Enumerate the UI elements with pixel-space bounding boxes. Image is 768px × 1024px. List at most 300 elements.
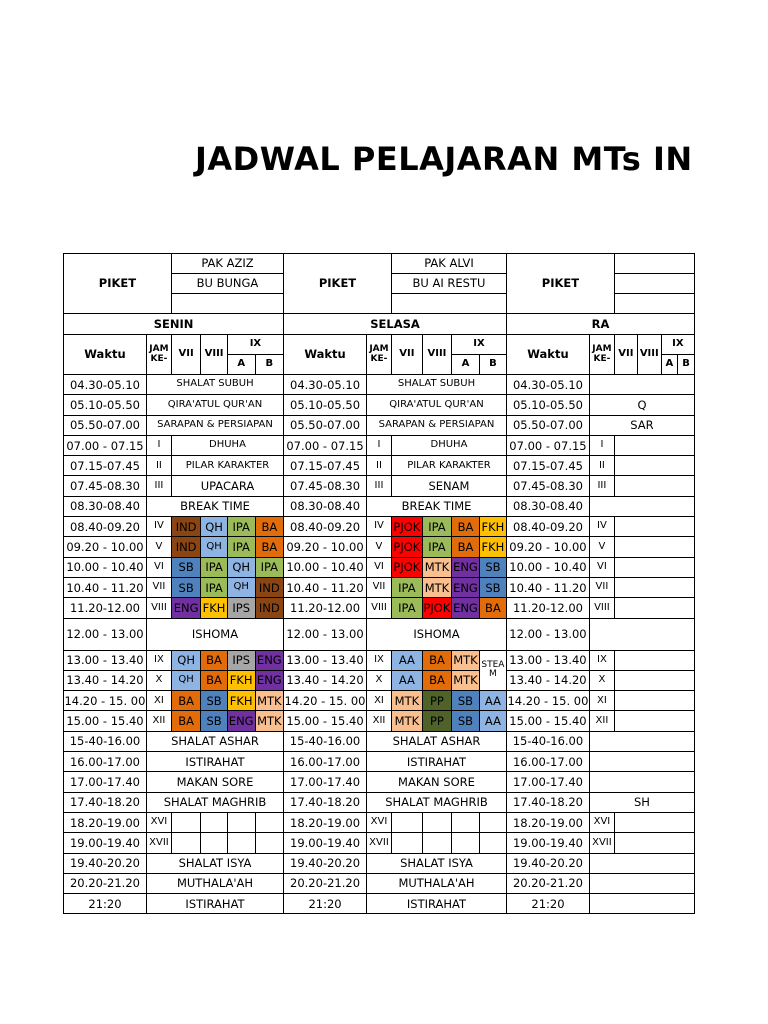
jam-ke-cell: V: [146, 537, 171, 557]
activity-cell: ISTIRAHAT: [367, 752, 507, 772]
schedule-table: [63, 253, 695, 914]
time-cell: 11.20-12.00: [64, 598, 147, 618]
jam-ke-cell: VIII: [589, 598, 614, 618]
subject-cell: MTK: [255, 691, 283, 711]
subject-cell: IPA: [422, 537, 451, 557]
subject-cell: ENG: [171, 598, 200, 618]
subject-cell: PJOK: [422, 598, 451, 618]
subject-cell: [201, 833, 227, 853]
time-cell: 19.40-20.20: [64, 853, 147, 873]
time-cell: 08.30-08.40: [284, 496, 367, 516]
time-cell: 17.40-18.20: [64, 792, 147, 812]
activity-cell: [614, 691, 694, 711]
activity-cell: SHALAT ASHAR: [367, 731, 507, 751]
time-cell: 05.10-05.50: [506, 395, 589, 415]
time-cell: 17.00-17.40: [64, 772, 147, 792]
jam-ke-cell: IX: [367, 650, 392, 670]
time-cell: 17.40-18.20: [284, 792, 367, 812]
activity-cell: BREAK TIME: [146, 496, 283, 516]
activity-cell: [589, 853, 694, 873]
activity-cell: SARAPAN & PERSIAPAN: [146, 415, 283, 435]
subject-cell: ENG: [452, 557, 480, 577]
subject-label: STEAM: [481, 659, 505, 680]
activity-cell: MUTHALA'AH: [146, 873, 283, 893]
subject-cell: [422, 812, 451, 832]
activity-cell: ISHOMA: [146, 618, 283, 650]
subject-cell: FKH: [201, 598, 227, 618]
day-name: SELASA: [284, 314, 507, 335]
piket-name: [614, 254, 694, 274]
jam-ke-cell: XI: [589, 691, 614, 711]
class-ix-a-header: A: [452, 355, 480, 375]
subject-cell: PJOK: [391, 537, 422, 557]
piket-name: [171, 294, 283, 314]
waktu-header: Waktu: [506, 335, 589, 375]
waktu-header: Waktu: [284, 335, 367, 375]
time-cell: 04.30-05.10: [64, 375, 147, 395]
time-cell: 04.30-05.10: [284, 375, 367, 395]
activity-cell: [614, 517, 694, 537]
time-cell: 05.50-07.00: [506, 415, 589, 435]
subject-cell: BA: [422, 650, 451, 670]
class-ix-header: IX: [661, 335, 694, 355]
subject-cell: FKH: [479, 537, 506, 557]
subject-cell: PJOK: [391, 557, 422, 577]
activity-cell: [589, 873, 694, 893]
waktu-header: Waktu: [64, 335, 147, 375]
time-cell: 19.40-20.20: [284, 853, 367, 873]
time-cell: 19.00-19.40: [284, 833, 367, 853]
jam-ke-cell: I: [146, 435, 171, 455]
jam-ke-cell: X: [146, 670, 171, 690]
jam-ke-cell: XVII: [146, 833, 171, 853]
subject-cell: ENG: [452, 598, 480, 618]
time-cell: 08.30-08.40: [64, 496, 147, 516]
time-cell: 08.30-08.40: [506, 496, 589, 516]
subject-cell: AA: [479, 691, 506, 711]
activity-cell: BREAK TIME: [367, 496, 507, 516]
class-viii-header: VIII: [637, 335, 661, 375]
subject-cell: PP: [422, 691, 451, 711]
time-cell: 17.00-17.40: [284, 772, 367, 792]
subject-cell: [422, 833, 451, 853]
time-cell: 19.40-20.20: [506, 853, 589, 873]
subject-cell: FKH: [227, 691, 255, 711]
subject-cell: BA: [255, 517, 283, 537]
time-cell: 07.00 - 07.15: [506, 435, 589, 455]
subject-cell: [452, 812, 480, 832]
subject-cell: SB: [479, 577, 506, 597]
jam-ke-cell: XII: [367, 711, 392, 731]
subject-cell: ENG: [452, 577, 480, 597]
activity-cell: MAKAN SORE: [367, 772, 507, 792]
jam-ke-cell: XVII: [589, 833, 614, 853]
day-name: SENIN: [64, 314, 284, 335]
jam-ke-cell: II: [589, 456, 614, 476]
jam-ke-cell: XVI: [367, 812, 392, 832]
piket-name: BU AI RESTU: [391, 274, 506, 294]
subject-cell: IPA: [227, 517, 255, 537]
activity-cell: ISTIRAHAT: [367, 894, 507, 914]
ke-label: KE-: [370, 353, 388, 364]
piket-name: PAK AZIZ: [171, 254, 283, 274]
time-cell: 09.20 - 10.00: [506, 537, 589, 557]
piket-name: BU BUNGA: [171, 274, 283, 294]
subject-cell: IPA: [422, 517, 451, 537]
activity-cell: SHALAT SUBUH: [367, 375, 507, 395]
piket-name: PAK ALVI: [391, 254, 506, 274]
subject-cell: QH: [201, 537, 227, 557]
time-cell: 07.45-08.30: [506, 476, 589, 496]
activity-cell: Q: [589, 395, 694, 415]
subject-cell: [227, 812, 255, 832]
time-cell: 15-40-16.00: [284, 731, 367, 751]
time-cell: 19.00-19.40: [64, 833, 147, 853]
time-cell: 10.40 - 11.20: [506, 577, 589, 597]
activity-cell: ISTIRAHAT: [146, 752, 283, 772]
activity-cell: DHUHA: [391, 435, 506, 455]
subject-cell: IND: [171, 517, 200, 537]
class-vii-header: VII: [614, 335, 637, 375]
activity-cell: MAKAN SORE: [146, 772, 283, 792]
time-cell: 12.00 - 13.00: [284, 618, 367, 650]
jam-ke-cell: X: [367, 670, 392, 690]
time-cell: 13.40 - 14.20: [284, 670, 367, 690]
time-cell: 16.00-17.00: [506, 752, 589, 772]
subject-cell: IPA: [201, 557, 227, 577]
time-cell: 05.50-07.00: [64, 415, 147, 435]
subject-cell: IPA: [391, 577, 422, 597]
time-cell: 10.40 - 11.20: [64, 577, 147, 597]
subject-cell: [479, 812, 506, 832]
subject-cell: BA: [255, 537, 283, 557]
subject-cell: IND: [171, 537, 200, 557]
activity-cell: [614, 577, 694, 597]
activity-cell: [614, 650, 694, 670]
activity-cell: SH: [589, 792, 694, 812]
jam-ke-cell: I: [367, 435, 392, 455]
time-cell: 12.00 - 13.00: [64, 618, 147, 650]
subject-cell: IPA: [391, 598, 422, 618]
activity-cell: [589, 618, 694, 650]
subject-cell: QH: [227, 557, 255, 577]
jam-label: JAM: [369, 344, 389, 355]
ke-label: KE-: [150, 353, 168, 364]
subject-cell: SB: [452, 711, 480, 731]
class-ix-a-header: A: [661, 355, 677, 375]
jam-ke-cell: VIII: [146, 598, 171, 618]
time-cell: 10.00 - 10.40: [284, 557, 367, 577]
subject-cell: [227, 833, 255, 853]
activity-cell: [614, 557, 694, 577]
activity-cell: [589, 496, 694, 516]
activity-cell: [589, 752, 694, 772]
time-cell: 15.00 - 15.40: [64, 711, 147, 731]
jam-ke-cell: V: [589, 537, 614, 557]
activity-cell: SHALAT SUBUH: [146, 375, 283, 395]
activity-cell: [614, 598, 694, 618]
subject-cell: PP: [422, 711, 451, 731]
activity-cell: [614, 670, 694, 690]
subject-cell: QH: [227, 577, 255, 597]
activity-cell: SARAPAN & PERSIAPAN: [367, 415, 507, 435]
subject-cell: ENG: [255, 650, 283, 670]
time-cell: 16.00-17.00: [284, 752, 367, 772]
jam-ke-cell: XII: [589, 711, 614, 731]
class-viii-header: VIII: [201, 335, 227, 375]
time-cell: 11.20-12.00: [506, 598, 589, 618]
activity-cell: [614, 476, 694, 496]
subject-cell: SB: [201, 691, 227, 711]
activity-cell: MUTHALA'AH: [367, 873, 507, 893]
jam-ke-header: [589, 335, 614, 375]
time-cell: 10.40 - 11.20: [284, 577, 367, 597]
time-cell: 10.00 - 10.40: [506, 557, 589, 577]
time-cell: 07.15-07.45: [284, 456, 367, 476]
activity-cell: [589, 375, 694, 395]
activity-cell: PILAR KARAKTER: [391, 456, 506, 476]
jam-ke-cell: XII: [146, 711, 171, 731]
class-vii-header: VII: [391, 335, 422, 375]
jam-ke-cell: VI: [589, 557, 614, 577]
subject-cell: PJOK: [391, 517, 422, 537]
time-cell: 07.45-08.30: [64, 476, 147, 496]
activity-cell: QIRA'ATUL QUR'AN: [146, 395, 283, 415]
jam-ke-cell: IV: [589, 517, 614, 537]
subject-cell: [391, 812, 422, 832]
activity-cell: [589, 894, 694, 914]
subject-cell: MTK: [422, 557, 451, 577]
jam-ke-cell: XI: [146, 691, 171, 711]
subject-cell: BA: [452, 517, 480, 537]
subject-cell: BA: [171, 691, 200, 711]
time-cell: 13.00 - 13.40: [506, 650, 589, 670]
activity-cell: [614, 711, 694, 731]
jam-ke-cell: IV: [146, 517, 171, 537]
time-cell: 20.20-21.20: [284, 873, 367, 893]
piket-label: PIKET: [284, 254, 392, 314]
time-cell: 14.20 - 15. 00: [284, 691, 367, 711]
jam-ke-cell: VI: [146, 557, 171, 577]
subject-cell: FKH: [227, 670, 255, 690]
activity-cell: SENAM: [391, 476, 506, 496]
subject-cell: SB: [171, 577, 200, 597]
activity-cell: ISHOMA: [367, 618, 507, 650]
subject-cell: BA: [422, 670, 451, 690]
subject-cell: MTK: [391, 691, 422, 711]
subject-cell: MTK: [255, 711, 283, 731]
piket-name: [391, 294, 506, 314]
subject-cell: SB: [201, 711, 227, 731]
jam-ke-cell: III: [367, 476, 392, 496]
jam-ke-cell: II: [146, 456, 171, 476]
jam-ke-cell: XVI: [146, 812, 171, 832]
time-cell: 15-40-16.00: [506, 731, 589, 751]
jam-ke-cell: V: [367, 537, 392, 557]
jam-ke-cell: III: [589, 476, 614, 496]
time-cell: 08.40-09.20: [506, 517, 589, 537]
time-cell: 13.00 - 13.40: [64, 650, 147, 670]
time-cell: 04.30-05.10: [506, 375, 589, 395]
time-cell: 19.00-19.40: [506, 833, 589, 853]
subject-cell: MTK: [422, 577, 451, 597]
piket-name: [614, 274, 694, 294]
time-cell: 18.20-19.00: [506, 812, 589, 832]
jam-ke-header: [367, 335, 392, 375]
subject-cell: IND: [255, 598, 283, 618]
subject-cell: BA: [201, 650, 227, 670]
activity-cell: QIRA'ATUL QUR'AN: [367, 395, 507, 415]
time-cell: 09.20 - 10.00: [64, 537, 147, 557]
subject-cell: MTK: [452, 670, 480, 690]
activity-cell: [614, 456, 694, 476]
class-ix-b-header: B: [255, 355, 283, 375]
subject-cell: FKH: [479, 517, 506, 537]
piket-label: PIKET: [506, 254, 614, 314]
jam-ke-cell: X: [589, 670, 614, 690]
time-cell: 05.10-05.50: [284, 395, 367, 415]
time-cell: 21:20: [284, 894, 367, 914]
jam-ke-cell: I: [589, 435, 614, 455]
time-cell: 05.50-07.00: [284, 415, 367, 435]
activity-cell: ISTIRAHAT: [146, 894, 283, 914]
piket-label: PIKET: [64, 254, 172, 314]
class-viii-header: VIII: [422, 335, 451, 375]
subject-cell: ENG: [255, 670, 283, 690]
jam-ke-cell: VI: [367, 557, 392, 577]
time-cell: 07.15-07.45: [506, 456, 589, 476]
class-ix-b-header: B: [678, 355, 695, 375]
subject-cell: [479, 833, 506, 853]
time-cell: 20.20-21.20: [506, 873, 589, 893]
subject-cell: [255, 812, 283, 832]
subject-cell: [171, 812, 200, 832]
subject-cell: QH: [201, 517, 227, 537]
time-cell: 15.00 - 15.40: [506, 711, 589, 731]
activity-cell: DHUHA: [171, 435, 283, 455]
subject-cell: IPS: [227, 650, 255, 670]
activity-cell: SHALAT MAGHRIB: [367, 792, 507, 812]
activity-cell: SHALAT MAGHRIB: [146, 792, 283, 812]
page-title: JADWAL PELAJARAN MTs IN: [195, 140, 693, 178]
time-cell: 18.20-19.00: [284, 812, 367, 832]
jam-ke-cell: IX: [146, 650, 171, 670]
subject-cell: BA: [452, 537, 480, 557]
jam-ke-cell: IX: [589, 650, 614, 670]
piket-name: [614, 294, 694, 314]
time-cell: 08.40-09.20: [284, 517, 367, 537]
time-cell: 15-40-16.00: [64, 731, 147, 751]
subject-cell: SB: [452, 691, 480, 711]
subject-cell: AA: [391, 650, 422, 670]
jam-ke-cell: III: [146, 476, 171, 496]
subject-cell: BA: [201, 670, 227, 690]
activity-cell: SAR: [589, 415, 694, 435]
time-cell: 12.00 - 13.00: [506, 618, 589, 650]
subject-cell: AA: [479, 711, 506, 731]
time-cell: 07.15-07.45: [64, 456, 147, 476]
jam-ke-cell: IV: [367, 517, 392, 537]
class-ix-header: IX: [452, 335, 507, 355]
class-ix-b-header: B: [479, 355, 506, 375]
class-ix-header: IX: [227, 335, 283, 355]
time-cell: 17.00-17.40: [506, 772, 589, 792]
time-cell: 13.40 - 14.20: [64, 670, 147, 690]
subject-cell: MTK: [452, 650, 480, 670]
activity-cell: SHALAT ISYA: [146, 853, 283, 873]
subject-cell: QH: [171, 650, 200, 670]
time-cell: 15.00 - 15.40: [284, 711, 367, 731]
subject-cell: IPA: [255, 557, 283, 577]
time-cell: 18.20-19.00: [64, 812, 147, 832]
day-name: RA: [506, 314, 694, 335]
time-cell: 13.40 - 14.20: [506, 670, 589, 690]
subject-cell: [391, 833, 422, 853]
time-cell: 21:20: [506, 894, 589, 914]
time-cell: 07.45-08.30: [284, 476, 367, 496]
activity-cell: SHALAT ISYA: [367, 853, 507, 873]
time-cell: 10.00 - 10.40: [64, 557, 147, 577]
ke-label: KE-: [593, 353, 611, 364]
activity-cell: [614, 537, 694, 557]
activity-cell: [614, 435, 694, 455]
time-cell: 20.20-21.20: [64, 873, 147, 893]
subject-cell: MTK: [391, 711, 422, 731]
time-cell: 13.00 - 13.40: [284, 650, 367, 670]
subject-cell: [452, 833, 480, 853]
time-cell: 05.10-05.50: [64, 395, 147, 415]
jam-ke-cell: VIII: [367, 598, 392, 618]
jam-ke-cell: VII: [367, 577, 392, 597]
jam-ke-cell: XVI: [589, 812, 614, 832]
activity-cell: [589, 731, 694, 751]
subject-cell: QH: [171, 670, 200, 690]
activity-cell: UPACARA: [171, 476, 283, 496]
activity-cell: [614, 812, 694, 832]
subject-cell: [255, 833, 283, 853]
time-cell: 08.40-09.20: [64, 517, 147, 537]
subject-cell: IPA: [201, 577, 227, 597]
jam-ke-cell: XVII: [367, 833, 392, 853]
time-cell: 14.20 - 15. 00: [506, 691, 589, 711]
time-cell: 07.00 - 07.15: [64, 435, 147, 455]
subject-cell-steam: [479, 650, 506, 691]
subject-cell: IND: [255, 577, 283, 597]
time-cell: 09.20 - 10.00: [284, 537, 367, 557]
subject-cell: IPA: [227, 537, 255, 557]
activity-cell: PILAR KARAKTER: [171, 456, 283, 476]
jam-ke-cell: VII: [146, 577, 171, 597]
activity-cell: [589, 772, 694, 792]
class-ix-a-header: A: [227, 355, 255, 375]
jam-label: JAM: [149, 344, 169, 355]
time-cell: 14.20 - 15. 00: [64, 691, 147, 711]
activity-cell: SHALAT ASHAR: [146, 731, 283, 751]
time-cell: 17.40-18.20: [506, 792, 589, 812]
time-cell: 11.20-12.00: [284, 598, 367, 618]
subject-cell: [171, 833, 200, 853]
subject-cell: [201, 812, 227, 832]
subject-cell: BA: [479, 598, 506, 618]
subject-cell: BA: [171, 711, 200, 731]
jam-ke-cell: VII: [589, 577, 614, 597]
subject-cell: SB: [171, 557, 200, 577]
class-vii-header: VII: [171, 335, 200, 375]
jam-ke-cell: XI: [367, 691, 392, 711]
time-cell: 07.00 - 07.15: [284, 435, 367, 455]
time-cell: 16.00-17.00: [64, 752, 147, 772]
subject-cell: SB: [479, 557, 506, 577]
